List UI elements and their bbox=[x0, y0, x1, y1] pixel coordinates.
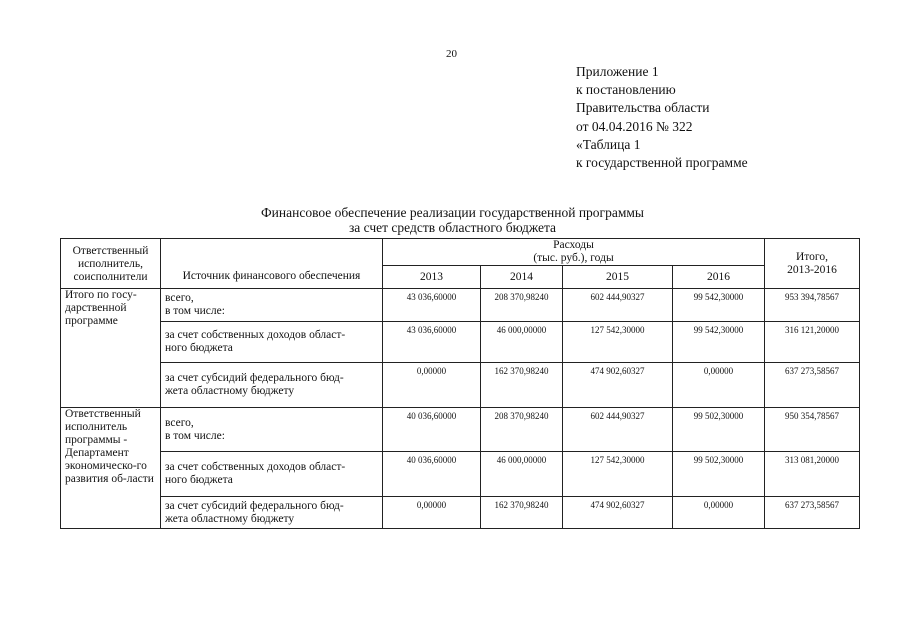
value-2013: 0,00000 bbox=[383, 363, 481, 408]
header-expenses-label: Расходы bbox=[553, 239, 594, 251]
source-cell bbox=[161, 363, 383, 408]
header-total-label: Итого, bbox=[796, 250, 828, 263]
appendix-line: Правительства области bbox=[576, 100, 710, 116]
value-2013: 43 036,60000 bbox=[383, 322, 481, 363]
value-2015: 602 444,90327 bbox=[563, 408, 673, 452]
row-group-label: Итого по госу-дарственной программе bbox=[61, 289, 161, 408]
appendix-line: от 04.04.2016 № 322 bbox=[576, 118, 693, 134]
table-row bbox=[61, 452, 860, 497]
header-total bbox=[765, 239, 860, 289]
source-text: всего, bbox=[165, 416, 194, 429]
header-total-range: 2013-2016 bbox=[787, 263, 837, 276]
value-2016: 99 542,30000 bbox=[673, 322, 765, 363]
value-total: 637 273,58567 bbox=[765, 363, 860, 408]
source-text: за счет собственных доходов област- bbox=[165, 461, 346, 473]
financing-table bbox=[60, 238, 860, 529]
header-responsible: Ответственный исполнитель, соисполнители bbox=[61, 239, 161, 289]
value-2015: 127 542,30000 bbox=[563, 452, 673, 497]
header-year: 2013 bbox=[383, 266, 481, 289]
header-year: 2014 bbox=[481, 266, 563, 289]
source-text-2: жета областному бюджету bbox=[165, 512, 295, 525]
table-row bbox=[61, 289, 860, 322]
table-title: Финансовое обеспечение реализации государственной программы bbox=[261, 205, 644, 220]
table-row bbox=[61, 363, 860, 408]
value-total: 953 394,78567 bbox=[765, 289, 860, 322]
source-text: всего, bbox=[165, 292, 194, 304]
appendix-line: Приложение 1 bbox=[576, 64, 659, 79]
header-source: Источник финансового обеспечения bbox=[161, 266, 383, 289]
table-row bbox=[61, 408, 860, 452]
value-2014: 46 000,00000 bbox=[481, 322, 563, 363]
value-2015: 474 902,60327 bbox=[563, 497, 673, 529]
value-2016: 0,00000 bbox=[673, 497, 765, 529]
source-text: за счет субсидий федерального бюд- bbox=[165, 499, 344, 512]
table-row bbox=[61, 497, 860, 529]
value-2013: 0,00000 bbox=[383, 497, 481, 529]
source-text-2: ного бюджета bbox=[165, 474, 233, 486]
header-expenses bbox=[383, 239, 765, 266]
value-2016: 99 502,30000 bbox=[673, 408, 765, 452]
source-text-2: ного бюджета bbox=[165, 342, 233, 354]
source-text: за счет собственных доходов област- bbox=[165, 329, 346, 341]
source-text-2: в том числе: bbox=[165, 429, 225, 442]
source-cell bbox=[161, 497, 383, 529]
header-expenses-unit: (тыс. руб.), годы bbox=[533, 252, 614, 264]
value-2013: 40 036,60000 bbox=[383, 452, 481, 497]
value-2016: 99 542,30000 bbox=[673, 289, 765, 322]
value-2016: 99 502,30000 bbox=[673, 452, 765, 497]
value-2015: 474 902,60327 bbox=[563, 363, 673, 408]
page-number: 20 bbox=[446, 48, 457, 60]
source-text-2: жета областному бюджету bbox=[165, 385, 295, 397]
header-year: 2016 bbox=[673, 266, 765, 289]
value-total: 637 273,58567 bbox=[765, 497, 860, 529]
appendix-block bbox=[576, 63, 748, 172]
value-2013: 40 036,60000 bbox=[383, 408, 481, 452]
value-total: 316 121,20000 bbox=[765, 322, 860, 363]
value-2014: 46 000,00000 bbox=[481, 452, 563, 497]
source-text-2: в том числе: bbox=[165, 305, 225, 317]
value-2013: 43 036,60000 bbox=[383, 289, 481, 322]
value-2016: 0,00000 bbox=[673, 363, 765, 408]
source-text: за счет субсидий федерального бюд- bbox=[165, 372, 344, 384]
source-cell bbox=[161, 322, 383, 363]
value-2015: 127 542,30000 bbox=[563, 322, 673, 363]
value-2014: 208 370,98240 bbox=[481, 408, 563, 452]
value-2014: 162 370,98240 bbox=[481, 363, 563, 408]
value-2015: 602 444,90327 bbox=[563, 289, 673, 322]
table-row bbox=[61, 322, 860, 363]
value-total: 313 081,20000 bbox=[765, 452, 860, 497]
value-2014: 208 370,98240 bbox=[481, 289, 563, 322]
appendix-line: «Таблица 1 bbox=[576, 136, 641, 152]
appendix-line: к государственной программе bbox=[576, 155, 748, 171]
value-2014: 162 370,98240 bbox=[481, 497, 563, 529]
table-subtitle: за счет средств областного бюджета bbox=[348, 220, 557, 235]
value-total: 950 354,78567 bbox=[765, 408, 860, 452]
header-year: 2015 bbox=[563, 266, 673, 289]
source-cell bbox=[161, 289, 383, 322]
appendix-line: к постановлению bbox=[576, 82, 676, 98]
source-cell bbox=[161, 452, 383, 497]
row-group-label: Ответственный исполнитель программы - Департамент экономическо-го развития об-ласти bbox=[61, 408, 161, 529]
source-cell bbox=[161, 408, 383, 452]
